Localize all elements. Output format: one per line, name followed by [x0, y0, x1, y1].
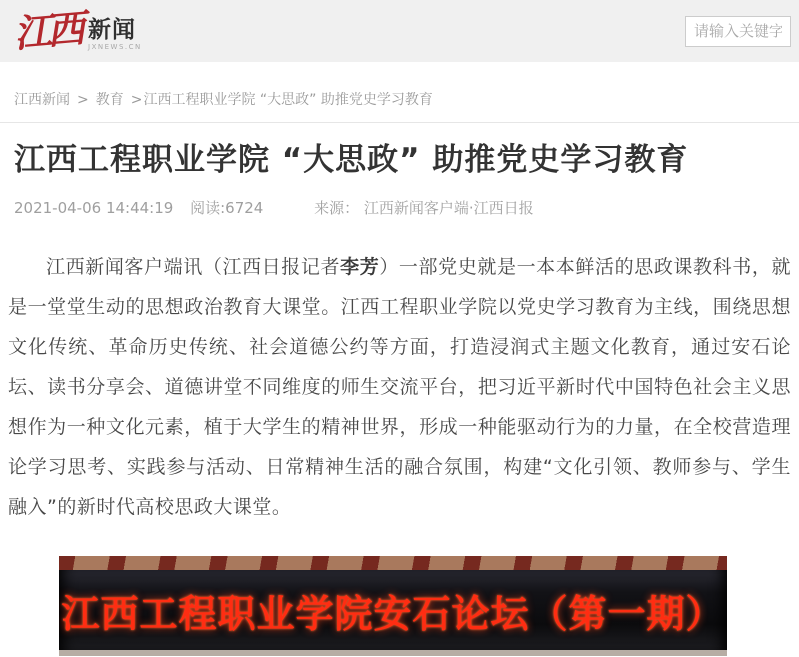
breadcrumb-current-page: 江西工程职业学院 “大思政” 助推党史学习教育: [143, 92, 433, 108]
breadcrumb: [0, 62, 799, 122]
logo-text-block: [88, 18, 142, 51]
article-paragraph: [8, 247, 791, 527]
publish-datetime: 2021-04-06 14:44:19: [14, 199, 174, 218]
breadcrumb-divider: [0, 122, 799, 123]
site-logo[interactable]: [12, 5, 142, 57]
read-count: 阅读:6724: [190, 199, 264, 218]
logo-news-text: 新闻: [88, 16, 137, 43]
paragraph-lead: 江西新闻客户端讯（江西日报记者: [46, 256, 341, 279]
photo-wall-strip: [59, 650, 727, 656]
source-label: 来源： 江西新闻客户端·江西日报: [314, 199, 534, 218]
article-meta: [14, 197, 785, 218]
breadcrumb-home-link[interactable]: 江西新闻: [14, 92, 70, 108]
led-sign-text: 江西工程职业学院安石论坛（第一期）: [61, 590, 725, 636]
breadcrumb-separator: >: [77, 92, 89, 108]
photo-ceiling-beams: [59, 556, 727, 570]
logo-domain-text: JXNEWS.CN: [88, 43, 142, 52]
search-input[interactable]: [685, 16, 791, 47]
article-title: 江西工程职业学院 “大思政” 助推党史学习教育: [14, 142, 689, 178]
breadcrumb-category-link[interactable]: 教育: [95, 92, 124, 108]
led-sign-panel: [59, 570, 727, 650]
article: [0, 142, 799, 656]
author-name: 李芳: [340, 256, 380, 279]
site-header: [0, 0, 799, 62]
breadcrumb-separator: >: [130, 92, 143, 108]
paragraph-rest: ）一部党史就是一本本鲜活的思政课教科书，就是一堂堂生动的思想政治教育大课堂。江西工程职业学院以党史学习教育为主线，围绕思想文化传统、革命历史传统、社会道德公约等方面，打造浸润式主题文化教育，通过安石论坛、读书分享会、道德讲堂不同维度的师生交流平台，把习近平新时代中国特色社会主义思想作为一种文化元素，植于大学生的精神世界，形成一种能驱动行为的力量，在全校营造理论学习思考、实践参与活动、日常精神生活的融合氛围，构建“文化引领、教师参与、学生融入”的新时代高校思政大课堂。: [8, 256, 791, 519]
logo-jiangxi-script: 江西: [12, 5, 82, 57]
article-photo: [59, 556, 727, 656]
